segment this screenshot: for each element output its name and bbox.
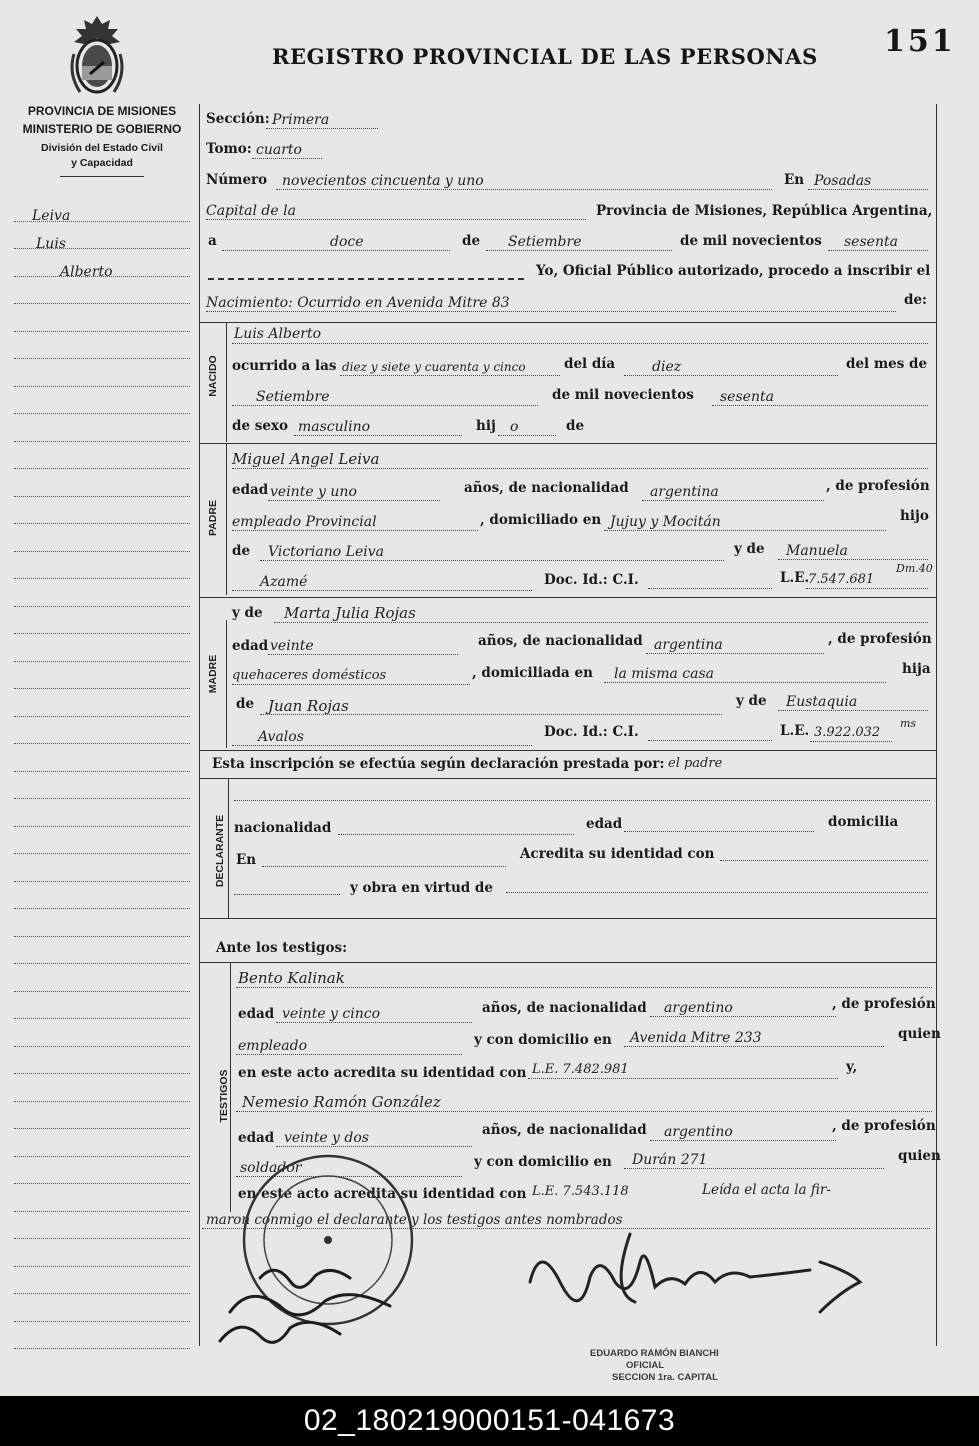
seccion-line [266,128,378,129]
blank-dash-line [208,278,524,280]
declarante-domicilia-label: domicilia [828,814,899,830]
officer-stamp-section: SECCION 1ra. CAPITAL [612,1372,718,1383]
testigo1-acredita-label: en este acto acredita su identidad con [238,1065,527,1081]
madre-y-de-label-2: y de [736,693,767,709]
declarante-acredita-label: Acredita su identidad con [520,846,715,862]
inscripcion-top-rule [200,750,936,751]
hij-line [498,435,556,436]
testigo1-profesion-line [236,1054,462,1055]
mil-novecientos-label-1: de mil novecientos [680,233,822,249]
testigo1-domicilio-line [624,1046,884,1047]
madre-domicilio-line [604,682,886,683]
capital-line [206,219,586,220]
agency-underline [60,176,144,177]
padre-side-label: PADRE [207,500,219,536]
ciudad-value: Posadas [814,173,872,189]
numero-label: Número [206,172,268,188]
madre-madre2-value: Avalos [258,729,304,745]
padre-madre-line [778,559,928,560]
madre-madre-line [778,710,928,711]
de-label-1: de [462,233,481,249]
mes-acta-line [486,250,672,251]
hora-value: diez y siete y cuarenta y cinco [342,360,526,374]
officer-stamp-role: OFICIAL [626,1360,664,1371]
official-signature-icon [520,1222,870,1322]
tomo-value: cuarto [256,142,302,158]
anio-value: sesenta [720,389,774,405]
padre-hijo-label: hijo [900,508,929,524]
de-label-2: de [566,418,585,434]
del-mes-label: del mes de [846,356,928,372]
sexo-line [294,435,462,436]
ante-testigos-label: Ante los testigos: [216,940,348,956]
padre-le-note: Dm.40 [896,562,933,575]
padre-le-value: 7.547.681 [808,572,875,587]
declarante-obra-label: y obra en virtud de [350,880,493,896]
madre-padre-value: Juan Rojas [268,697,349,715]
padre-profesion-line [232,530,478,531]
madre-y-de-label-1: y de [232,605,263,621]
padre-edad-value: veinte y uno [270,484,357,500]
mes-value: Setiembre [256,389,330,405]
madre-de-label: de [236,696,255,712]
anio-acta-line [828,250,928,251]
dia-acta-value: doce [330,234,364,250]
capital-value: Capital de la [206,203,296,219]
madre-padre-line [260,714,722,715]
declarante-value: el padre [668,756,723,771]
testigo2-edad-value: veinte y dos [284,1130,369,1146]
testigo1-nacionalidad-label: años, de nacionalidad [482,1000,647,1016]
nacido-side-label: NACIDO [207,355,219,397]
dia-acta-line [222,250,450,251]
cierre-line1-value: Leída el acta la fir- [702,1182,831,1198]
padre-nacionalidad-label: años, de nacionalidad [464,480,629,496]
testigo2-domicilio-value: Durán 271 [632,1152,708,1168]
madre-nombre-value: Marta Julia Rojas [284,604,416,622]
testigo2-edad-label: edad [238,1130,275,1146]
margin-name1: Luis [36,236,66,252]
en-label: En [784,172,805,188]
madre-profesion-line [232,684,470,685]
testigo1-doc-value: L.E. 7.482.981 [532,1062,629,1077]
margin-name2: Alberto [60,264,113,280]
anio-acta-value: sesenta [844,234,898,250]
padre-domicilio-label: , domiciliado en [480,512,602,528]
testigo2-nombre-value: Nemesio Ramón González [242,1093,441,1111]
madre-side-label: MADRE [207,654,219,694]
nacido-side-border [226,322,227,442]
testigo1-domicilio-label: y con domicilio en [474,1032,612,1048]
padre-side-border [226,443,227,595]
declarante-en-label: En [236,852,257,868]
officer-stamp-name: EDUARDO RAMÓN BIANCHI [590,1348,719,1359]
madre-edad-line [268,654,458,655]
testigo1-edad-value: veinte y cinco [282,1006,381,1022]
declarante-obra-line-2 [506,892,928,893]
mes-acta-value: Setiembre [508,234,582,250]
testigo1-nombre-value: Bento Kalinak [238,969,345,987]
padre-doc-label: Doc. Id.: C.I. [544,572,639,588]
madre-top-rule [200,597,936,598]
hij-label: hij [476,418,496,434]
padre-nacionalidad-value: argentina [650,484,719,500]
del-dia-label: del día [564,356,616,372]
coat-of-arms-icon [66,14,128,98]
provincia-label: Provincia de Misiones, República Argentina, [596,203,933,219]
padre-le-label: L.E. [780,570,810,586]
madre-edad-label: edad [232,638,269,654]
madre-le-line [810,741,892,742]
padre-domicilio-line [604,530,886,531]
madre-nacionalidad-line [646,653,824,654]
numero-value: novecientos cincuenta y uno [282,173,484,189]
padre-nombre-line [232,468,928,469]
padre-y-de-label: y de [734,541,765,557]
testigo2-quien-label: quien [898,1148,941,1164]
nacido-top-rule [200,322,936,323]
numero-line [276,189,772,190]
madre-profesion-label: , de profesión [828,631,932,647]
madre-nacionalidad-label: años, de nacionalidad [478,633,643,649]
madre-domicilio-value: la misma casa [614,666,715,682]
testigo1-profesion-label: , de profesión [832,996,936,1012]
declarante-edad-label: edad [586,816,623,832]
declarante-obra-line-1 [234,894,340,895]
testigo2-domicilio-label: y con domicilio en [474,1154,612,1170]
nacido-nombre-line [232,343,928,344]
testigos-side-label: TESTIGOS [218,1069,230,1123]
testigo2-profesion-value: soldador [240,1160,302,1176]
testigo1-edad-line [276,1022,472,1023]
testigo1-profesion-value: empleado [238,1038,308,1054]
padre-domicilio-value: Jujuy y Mocitán [610,514,721,530]
declarante-nombre-line [234,800,930,801]
de-colon-label: de: [904,292,928,308]
madre-madre-value: Eustaquia [786,694,858,710]
madre-le-value: 3.922.032 [814,725,881,740]
testigos-top-rule [200,918,936,919]
testigo1-edad-label: edad [238,1006,275,1022]
madre-hija-label: hija [902,661,931,677]
nacido-nombre-value: Luis Alberto [234,326,322,342]
declarante-nacionalidad-label: nacionalidad [234,820,332,836]
acto-value: Nacimiento: Ocurrido en Avenida Mitre 83 [206,295,510,311]
mil-novecientos-label-2: de mil novecientos [552,387,694,403]
testigo2-profesion-label: , de profesión [832,1118,936,1134]
madre-domicilio-label: , domiciliada en [472,665,593,681]
testigo2-doc-value: L.E. 7.543.118 [532,1184,629,1199]
anio-line [712,405,928,406]
testigo1-y-label: y, [846,1059,858,1075]
padre-ci-line [648,588,772,589]
agency-capacity: y Capacidad [71,157,133,169]
mes-line [232,405,538,406]
ciudad-line [808,189,928,190]
madre-edad-value: veinte [270,638,314,654]
madre-ci-line [648,740,772,741]
agency-ministry: MINISTERIO DE GOBIERNO [22,122,182,136]
declarante-edad-line [624,831,814,832]
testigo1-quien-label: quien [898,1026,941,1042]
madre-nacionalidad-value: argentina [654,637,723,653]
ocurrido-label: ocurrido a las [232,358,337,374]
madre-le-label: L.E. [780,723,810,739]
sexo-value: masculino [298,419,371,435]
padre-le-line [806,588,928,589]
testigos-side-border [230,962,231,1212]
madre-madre2-line [232,745,532,746]
padre-padre-line [260,560,724,561]
padre-nombre-value: Miguel Angel Leiva [232,450,380,468]
hora-line [340,375,560,376]
testigo2-edad-line [276,1146,472,1147]
agency-division: División del Estado Civil [41,142,163,154]
padre-edad-label: edad [232,482,269,498]
seccion-value: Primera [272,112,330,128]
declarante-acredita-line [720,860,928,861]
seccion-label: Sección: [206,111,270,127]
declarante-side-label: DECLARANTE [214,814,226,888]
witness-signatures-icon [200,1256,420,1366]
testigo2-nacionalidad-value: argentino [664,1124,733,1140]
frame-left-border [199,104,200,1346]
padre-profesion-label: , de profesión [826,478,930,494]
testigo2-acredita-label: en este acto acredita su identidad con [238,1186,527,1202]
testigo2-domicilio-line [624,1168,884,1169]
inscripcion-label: Esta inscripción se efectúa según declaración prestada por: [212,756,665,772]
acto-line [206,311,896,312]
madre-doc-label: Doc. Id.: C.I. [544,724,639,740]
dia-line [624,375,838,376]
yo-oficial-label: Yo, Oficial Público autorizado, procedo a inscribir el [536,263,931,279]
testigo2-nacionalidad-line [650,1140,836,1141]
agency-province: PROVINCIA DE MISIONES [27,104,177,118]
padre-de-label: de [232,543,251,559]
padre-edad-line [268,500,440,501]
dia-value: diez [652,359,682,375]
hij-suffix-value: o [510,419,519,435]
testigo1-nacionalidad-value: argentino [664,1000,733,1016]
testigo2-nacionalidad-label: años, de nacionalidad [482,1122,647,1138]
cierre-line2-value: maron conmigo el declarante y los testigos antes nombrados [206,1212,623,1228]
declarante-nacionalidad-line [338,834,574,835]
margin-surname: Leiva [32,208,71,224]
madre-nombre-line [274,622,928,623]
testigos-inner-rule [200,962,936,963]
page-number: 151 [884,24,956,59]
padre-madre-value: Manuela [786,543,848,559]
declarante-en-line [262,866,506,867]
padre-padre-value: Victoriano Leiva [268,544,384,560]
testigo1-doc-line [528,1078,838,1079]
padre-nacionalidad-line [642,500,824,501]
testigo1-domicilio-value: Avenida Mitre 233 [630,1030,762,1046]
a-label: a [208,233,217,249]
document-id-footer: 02_180219000151-041673 [0,1396,979,1446]
padre-top-rule [200,443,936,444]
madre-profesion-value: quehaceres domésticos [232,668,387,683]
madre-le-note: ms [900,717,917,730]
tomo-line [252,158,322,159]
sexo-label: de sexo [232,418,288,434]
testigo2-nombre-line [236,1111,932,1112]
declarante-top-rule [200,778,936,779]
padre-madre2-line [232,590,532,591]
madre-side-border [226,620,227,748]
padre-madre2-value: Azamé [260,574,308,590]
declarante-side-border [228,778,229,918]
padre-profesion-value: empleado Provincial [232,514,377,530]
tomo-label: Tomo: [206,141,252,157]
document-title: REGISTRO PROVINCIAL DE LAS PERSONAS [272,44,818,69]
testigo1-nacionalidad-line [650,1016,836,1017]
testigo1-nombre-line [236,987,932,988]
